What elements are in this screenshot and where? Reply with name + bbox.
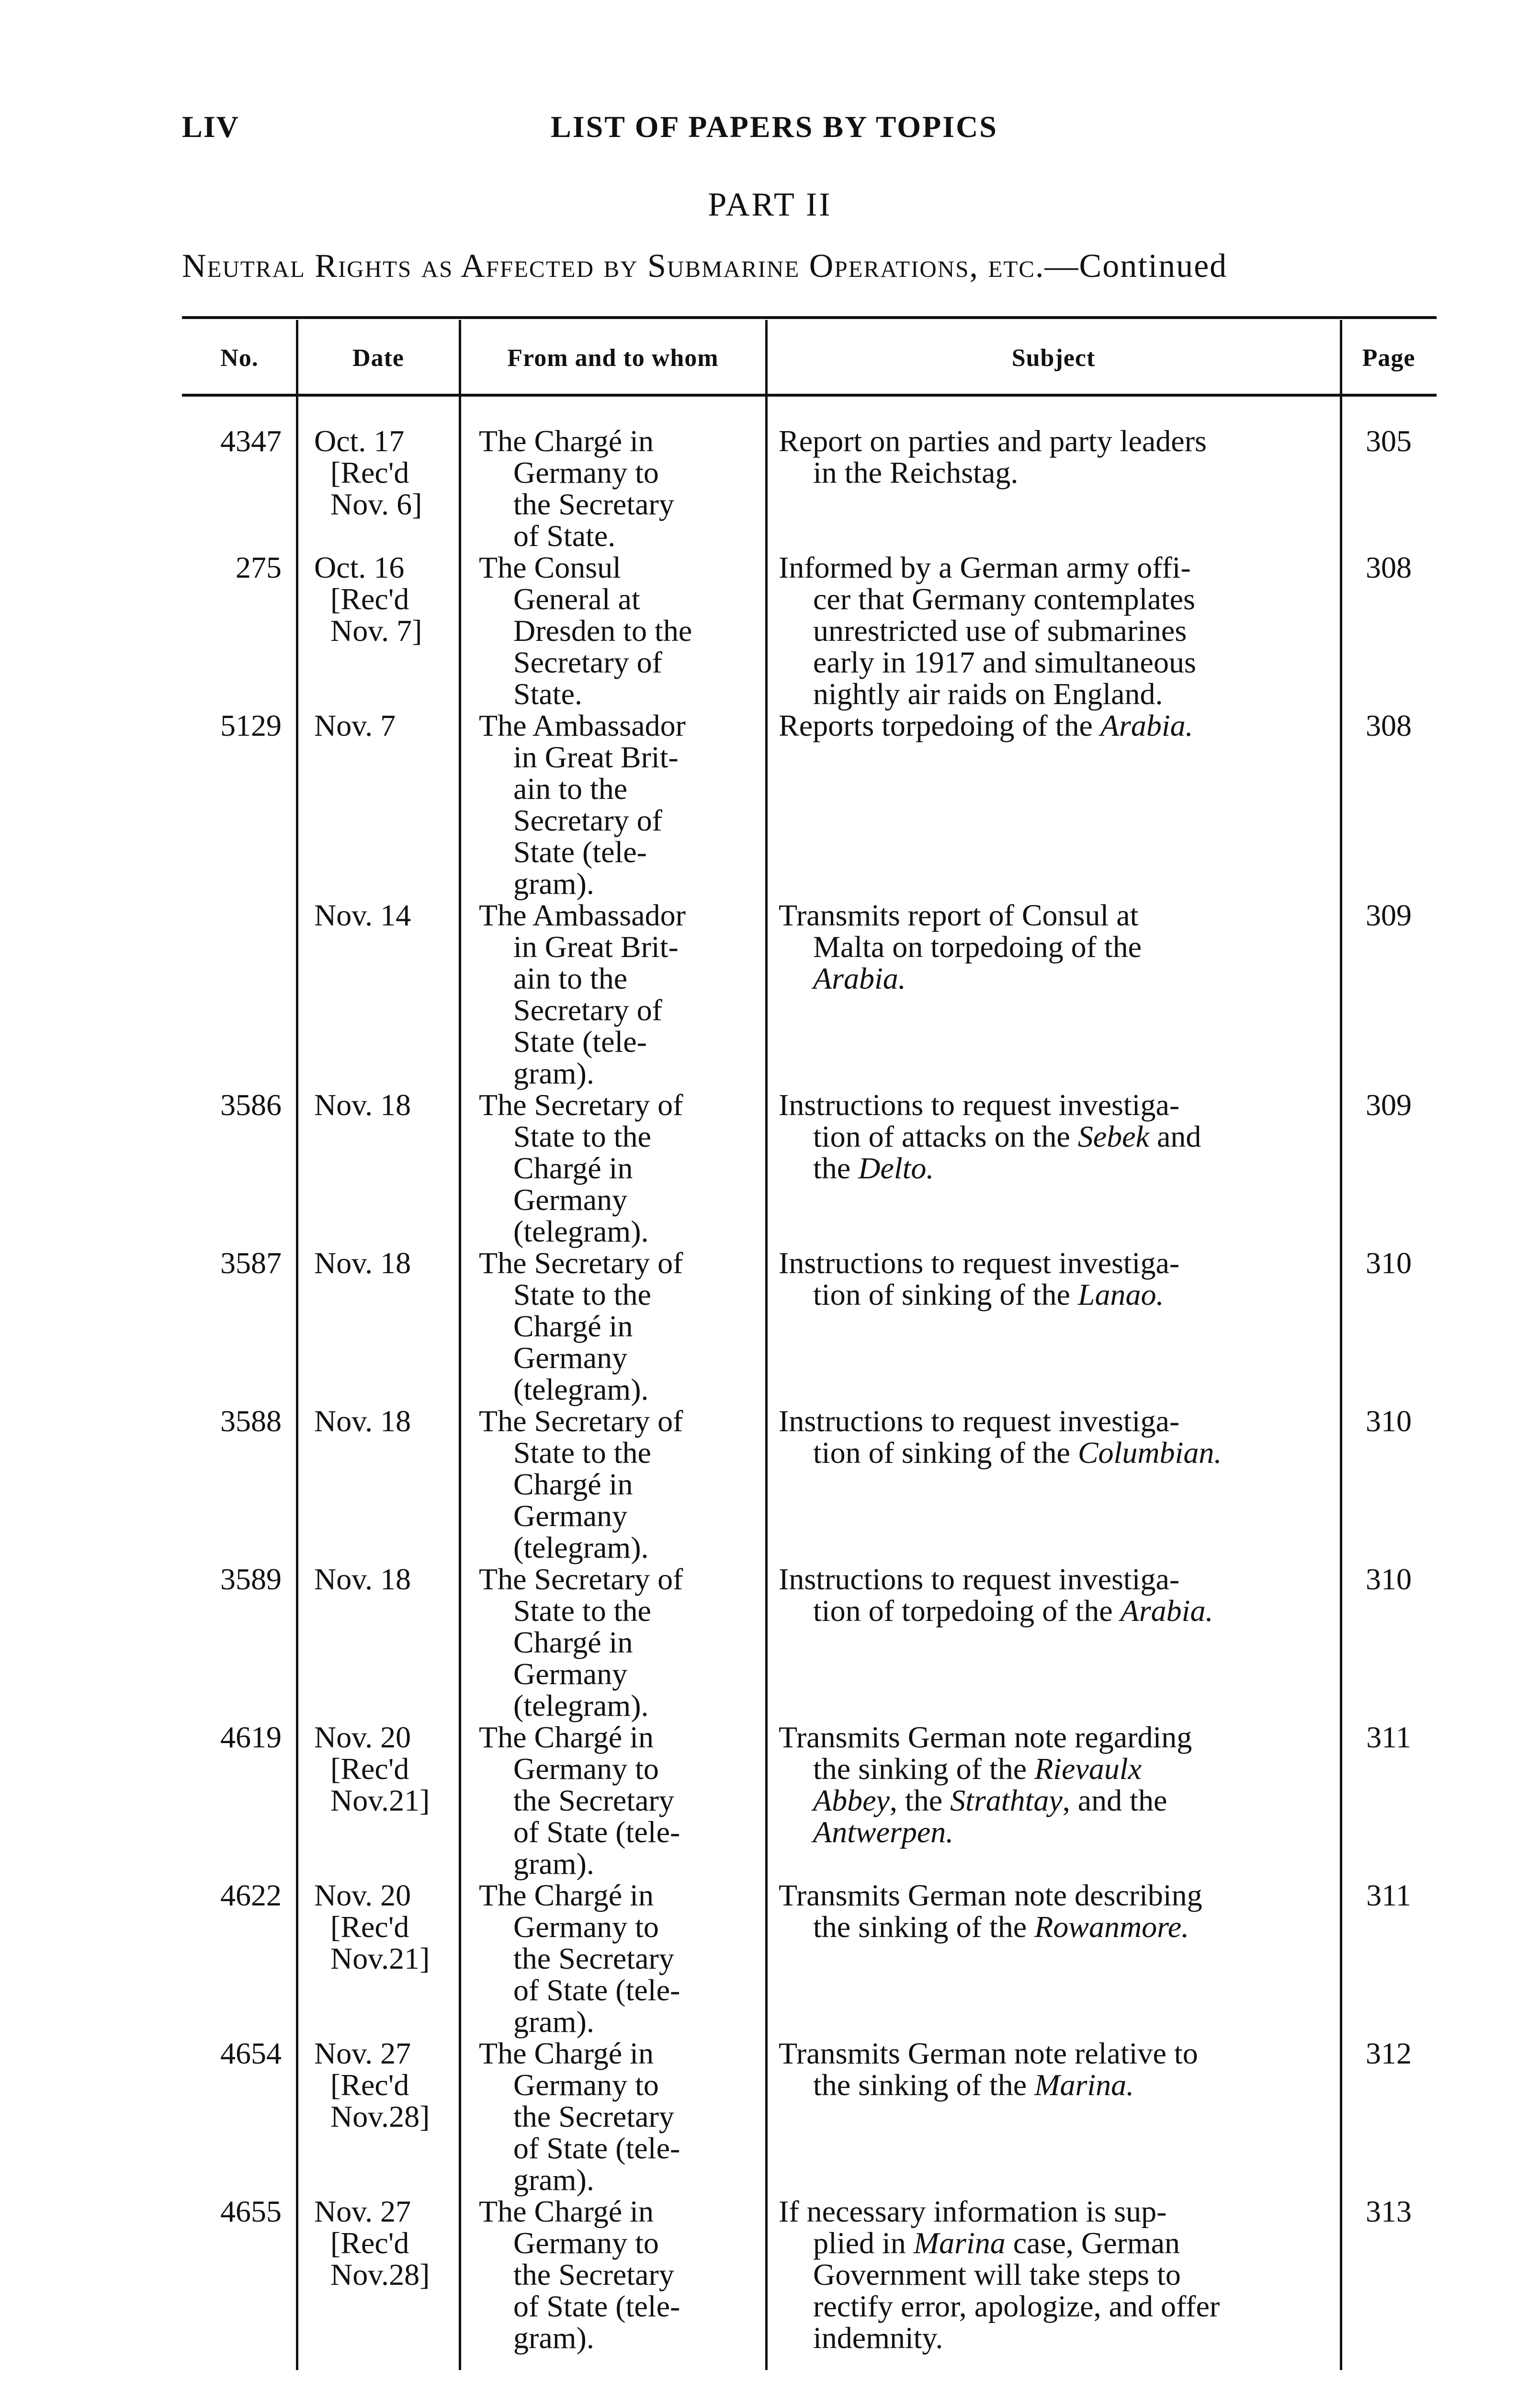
date-line: Nov. 18: [314, 1562, 411, 1596]
subject-line: If necessary information is sup-: [779, 2194, 1167, 2228]
from-line: The Chargé in: [479, 2036, 654, 2070]
subject: [757, 710, 1331, 900]
table-header-rule: [182, 394, 1437, 397]
from-line: gram).: [513, 1847, 594, 1881]
subject-line: nightly air raids on England.: [813, 677, 1163, 711]
from-line: in Great Brit-: [513, 740, 679, 774]
from-to-whom: [460, 1089, 757, 1247]
ship-name: Rievaulx: [1034, 1752, 1142, 1786]
from-line: in Great Brit-: [513, 930, 679, 964]
paper-number: 3587: [220, 1246, 282, 1280]
subject: [757, 552, 1331, 710]
from-line: The Ambassador: [479, 708, 686, 742]
table-body: [182, 425, 1437, 2354]
section-name: Neutral Rights as Affected by Submarine Operations, etc.: [182, 248, 1045, 285]
ship-name: Arabia.: [1100, 708, 1193, 742]
from-line: Germany: [513, 1657, 628, 1691]
date-line: Nov. 18: [314, 1404, 411, 1438]
date-line: Oct. 17: [314, 424, 405, 458]
from-line: State (tele-: [513, 1025, 647, 1059]
ship-name: Arabia.: [1120, 1594, 1213, 1628]
from-line: the Secretary: [513, 1941, 674, 1975]
from-line: the Secretary: [513, 2258, 674, 2292]
from-to-whom: [460, 1247, 757, 1405]
subject-line: early in 1917 and simultaneous: [813, 645, 1196, 679]
date-line: [Rec'd: [330, 2068, 409, 2102]
from-line: ain to the: [513, 772, 628, 806]
subject-line: tion of attacks on the Sebek and: [813, 1119, 1201, 1153]
paper-number: 4622: [220, 1878, 282, 1912]
paper-number: [182, 900, 297, 1089]
from-line: Dresden to the: [513, 614, 692, 648]
paper-date: [297, 1722, 460, 1880]
page-ref: 309: [1366, 1088, 1412, 1122]
page-ref: 309: [1366, 898, 1412, 932]
paper-number: 4654: [220, 2036, 282, 2070]
from-to-whom: [460, 1722, 757, 1880]
page-ref: 308: [1366, 708, 1412, 742]
date-line: [Rec'd: [330, 456, 409, 490]
date-line: Nov. 18: [314, 1246, 411, 1280]
from-line: State to the: [513, 1594, 651, 1628]
header-date: Date: [352, 344, 404, 372]
header-page: Page: [1362, 344, 1415, 372]
from-line: ain to the: [513, 961, 628, 995]
from-line: Germany to: [513, 2226, 659, 2260]
table-row: [182, 900, 1437, 1089]
from-line: The Secretary of: [479, 1246, 683, 1280]
subject-line: Instructions to request investiga-: [779, 1404, 1180, 1438]
from-to-whom: [460, 1880, 757, 2038]
from-line: of State (tele-: [513, 2131, 680, 2165]
paper-date: [297, 552, 460, 710]
from-line: Chargé in: [513, 1151, 633, 1185]
date-line: Nov. 20: [314, 1878, 411, 1912]
from-line: Germany to: [513, 456, 659, 490]
ship-name: Marina: [913, 2226, 1006, 2260]
date-line: Nov. 7: [314, 708, 396, 742]
subject-line: unrestricted use of submarines: [813, 614, 1187, 648]
from-line: State to the: [513, 1119, 651, 1153]
page-ref: 312: [1366, 2036, 1412, 2070]
from-line: of State (tele-: [513, 2289, 680, 2323]
subject-line: Informed by a German army offi-: [779, 550, 1191, 584]
paper-number: 3588: [220, 1404, 282, 1438]
running-title: LIST OF PAPERS BY TOPICS: [551, 110, 998, 144]
ship-name: Marina.: [1034, 2068, 1134, 2102]
from-line: Chargé in: [513, 1309, 633, 1343]
from-line: Secretary of: [513, 645, 662, 679]
date-line: Nov.28]: [330, 2258, 430, 2292]
from-line: Germany: [513, 1341, 628, 1375]
subject-line: Reports torpedoing of the Arabia.: [779, 708, 1193, 742]
subject-line: tion of torpedoing of the Arabia.: [813, 1594, 1213, 1628]
subject: [757, 2038, 1331, 2196]
subject-line: Transmits German note regarding: [779, 1720, 1192, 1754]
subject-line: tion of sinking of the Columbian.: [813, 1436, 1222, 1470]
subject-line: Transmits German note describing: [779, 1878, 1202, 1912]
subject-line: Abbey, the Strathtay, and the: [813, 1783, 1167, 1817]
from-to-whom: [460, 900, 757, 1089]
from-line: (telegram).: [513, 1688, 649, 1722]
from-line: The Ambassador: [479, 898, 686, 932]
page-ref: 311: [1366, 1720, 1411, 1754]
subject-line: Malta on torpedoing of the: [813, 930, 1142, 964]
from-to-whom: [460, 2196, 757, 2354]
paper-date: [297, 1563, 460, 1722]
subject-line: rectify error, apologize, and offer: [813, 2289, 1220, 2323]
from-line: State to the: [513, 1277, 651, 1312]
table-row: [182, 1247, 1437, 1405]
from-line: gram).: [513, 2005, 594, 2039]
subject-line: [779, 963, 1317, 994]
from-line: the Secretary: [513, 2099, 674, 2133]
subject-line: Government will take steps to: [813, 2258, 1181, 2292]
subject-line: Report on parties and party leaders: [779, 424, 1207, 458]
subject-line: cer that Germany contemplates: [813, 582, 1195, 616]
ship-name: Sebek: [1077, 1119, 1149, 1153]
ship-name: Delto.: [858, 1151, 934, 1185]
date-line: Nov.21]: [330, 1941, 430, 1975]
header-subject: Subject: [1011, 344, 1096, 372]
date-line: Nov. 20: [314, 1720, 411, 1754]
from-line: Germany to: [513, 1910, 659, 1944]
subject-line: the Delto.: [813, 1151, 934, 1185]
from-line: Germany: [513, 1183, 628, 1217]
subject-line: Transmits German note relative to: [779, 2036, 1198, 2070]
from-to-whom: [460, 1563, 757, 1722]
paper-date: [297, 2038, 460, 2196]
subject: [757, 1405, 1331, 1563]
ship-name: Antwerpen.: [813, 1815, 954, 1849]
table-top-rule: [182, 316, 1437, 319]
paper-date: [297, 1880, 460, 2038]
table-row: [182, 552, 1437, 710]
subject: [757, 1722, 1331, 1880]
part-title: PART II: [708, 186, 832, 223]
page-ref: 308: [1366, 550, 1412, 584]
date-line: Nov. 7]: [330, 614, 422, 648]
from-line: The Secretary of: [479, 1404, 683, 1438]
table-row: [182, 1563, 1437, 1722]
from-line: The Secretary of: [479, 1088, 683, 1122]
subject-line: the sinking of the Rievaulx: [813, 1752, 1142, 1786]
from-line: State.: [513, 677, 582, 711]
date-line: Nov.21]: [330, 1783, 430, 1817]
paper-number: 275: [236, 550, 282, 584]
page-ref: 310: [1366, 1562, 1412, 1596]
page-ref: 311: [1366, 1878, 1411, 1912]
from-line: The Consul: [479, 550, 621, 584]
from-line: Secretary of: [513, 993, 662, 1027]
page-number: LIV: [182, 110, 239, 144]
subject-line: [779, 1816, 1317, 1848]
from-line: The Chargé in: [479, 1878, 654, 1912]
page-ref: 310: [1366, 1246, 1412, 1280]
ship-name: Arabia.: [813, 961, 906, 995]
subject: [757, 1247, 1331, 1405]
ship-name: Rowanmore.: [1034, 1910, 1189, 1944]
date-line: [Rec'd: [330, 2226, 409, 2260]
subject-line: plied in Marina case, German: [813, 2226, 1180, 2260]
paper-number: 5129: [220, 708, 282, 742]
date-line: [Rec'd: [330, 1752, 409, 1786]
date-line: Oct. 16: [314, 550, 405, 584]
from-line: gram).: [513, 867, 594, 901]
subject-line: indemnity.: [813, 2321, 943, 2355]
date-line: Nov. 6]: [330, 487, 422, 521]
table-row: [182, 710, 1437, 900]
from-line: Germany to: [513, 2068, 659, 2102]
date-line: Nov. 18: [314, 1088, 411, 1122]
date-line: Nov. 27: [314, 2194, 411, 2228]
from-line: (telegram).: [513, 1530, 649, 1564]
from-to-whom: [460, 710, 757, 900]
date-line: [Rec'd: [330, 582, 409, 616]
from-line: State (tele-: [513, 835, 647, 869]
from-line: the Secretary: [513, 487, 674, 521]
from-line: The Chargé in: [479, 1720, 654, 1754]
from-line: Germany: [513, 1499, 628, 1533]
from-to-whom: [460, 1405, 757, 1563]
subject: [757, 1563, 1331, 1722]
paper-date: [297, 710, 460, 900]
from-line: gram).: [513, 2321, 594, 2355]
from-line: (telegram).: [513, 1372, 649, 1406]
subject: [757, 900, 1331, 1089]
from-line: Germany to: [513, 1752, 659, 1786]
table-row: [182, 2196, 1437, 2354]
subject-line: Instructions to request investiga-: [779, 1246, 1180, 1280]
paper-number: 4619: [220, 1720, 282, 1754]
paper-date: [297, 1247, 460, 1405]
table-row: [182, 2038, 1437, 2196]
ship-name: Strathtay: [950, 1783, 1063, 1817]
paper-date: [297, 2196, 460, 2354]
subject-line: Instructions to request investiga-: [779, 1562, 1180, 1596]
table-row: [182, 1089, 1437, 1247]
page-ref: 313: [1366, 2194, 1412, 2228]
paper-number: 3589: [220, 1562, 282, 1596]
paper-date: [297, 1405, 460, 1563]
subject: [757, 2196, 1331, 2354]
header-from: From and to whom: [507, 344, 719, 372]
from-line: The Chargé in: [479, 2194, 654, 2228]
date-line: Nov. 14: [314, 898, 411, 932]
subject: [757, 1880, 1331, 2038]
subject: [757, 425, 1331, 552]
from-to-whom: [460, 552, 757, 710]
ship-name: Lanao.: [1077, 1277, 1164, 1312]
subject: [757, 1089, 1331, 1247]
subject-line: Instructions to request investiga-: [779, 1088, 1180, 1122]
subject-line: the sinking of the Rowanmore.: [813, 1910, 1189, 1944]
from-line: (telegram).: [513, 1214, 649, 1248]
date-line: Nov. 27: [314, 2036, 411, 2070]
table-row: [182, 425, 1437, 552]
subject-line: in the Reichstag.: [813, 456, 1019, 490]
continued-label: —Continued: [1044, 248, 1228, 285]
paper-number: 3586: [220, 1088, 282, 1122]
subject-line: tion of sinking of the Lanao.: [813, 1277, 1164, 1312]
table-row: [182, 1722, 1437, 1880]
from-line: gram).: [513, 1056, 594, 1090]
section-title: [182, 247, 1437, 285]
from-line: General at: [513, 582, 640, 616]
from-line: of State (tele-: [513, 1815, 680, 1849]
from-line: Chargé in: [513, 1467, 633, 1501]
paper-date: [297, 1089, 460, 1247]
table-row: [182, 1880, 1437, 2038]
from-line: gram).: [513, 2163, 594, 2197]
from-line: Chargé in: [513, 1625, 633, 1659]
from-line: The Secretary of: [479, 1562, 683, 1596]
paper-number: 4347: [220, 424, 282, 458]
from-line: The Chargé in: [479, 424, 654, 458]
ship-name: Abbey: [813, 1783, 890, 1817]
from-line: of State.: [513, 519, 616, 553]
subject-line: Transmits report of Consul at: [779, 898, 1139, 932]
from-line: of State (tele-: [513, 1973, 680, 2007]
paper-date: [297, 900, 460, 1089]
ship-name: Columbian.: [1077, 1436, 1222, 1470]
table-row: [182, 1405, 1437, 1563]
paper-date: [297, 425, 460, 552]
from-to-whom: [460, 425, 757, 552]
from-line: State to the: [513, 1436, 651, 1470]
page-ref: 310: [1366, 1404, 1412, 1438]
from-to-whom: [460, 2038, 757, 2196]
date-line: [Rec'd: [330, 1910, 409, 1944]
from-line: the Secretary: [513, 1783, 674, 1817]
header-no: No.: [220, 344, 259, 372]
date-line: Nov.28]: [330, 2099, 430, 2133]
running-head: [182, 109, 1437, 152]
subject-line: the sinking of the Marina.: [813, 2068, 1134, 2102]
paper-number: 4655: [220, 2194, 282, 2228]
page-ref: 305: [1366, 424, 1412, 458]
from-line: Secretary of: [513, 803, 662, 837]
